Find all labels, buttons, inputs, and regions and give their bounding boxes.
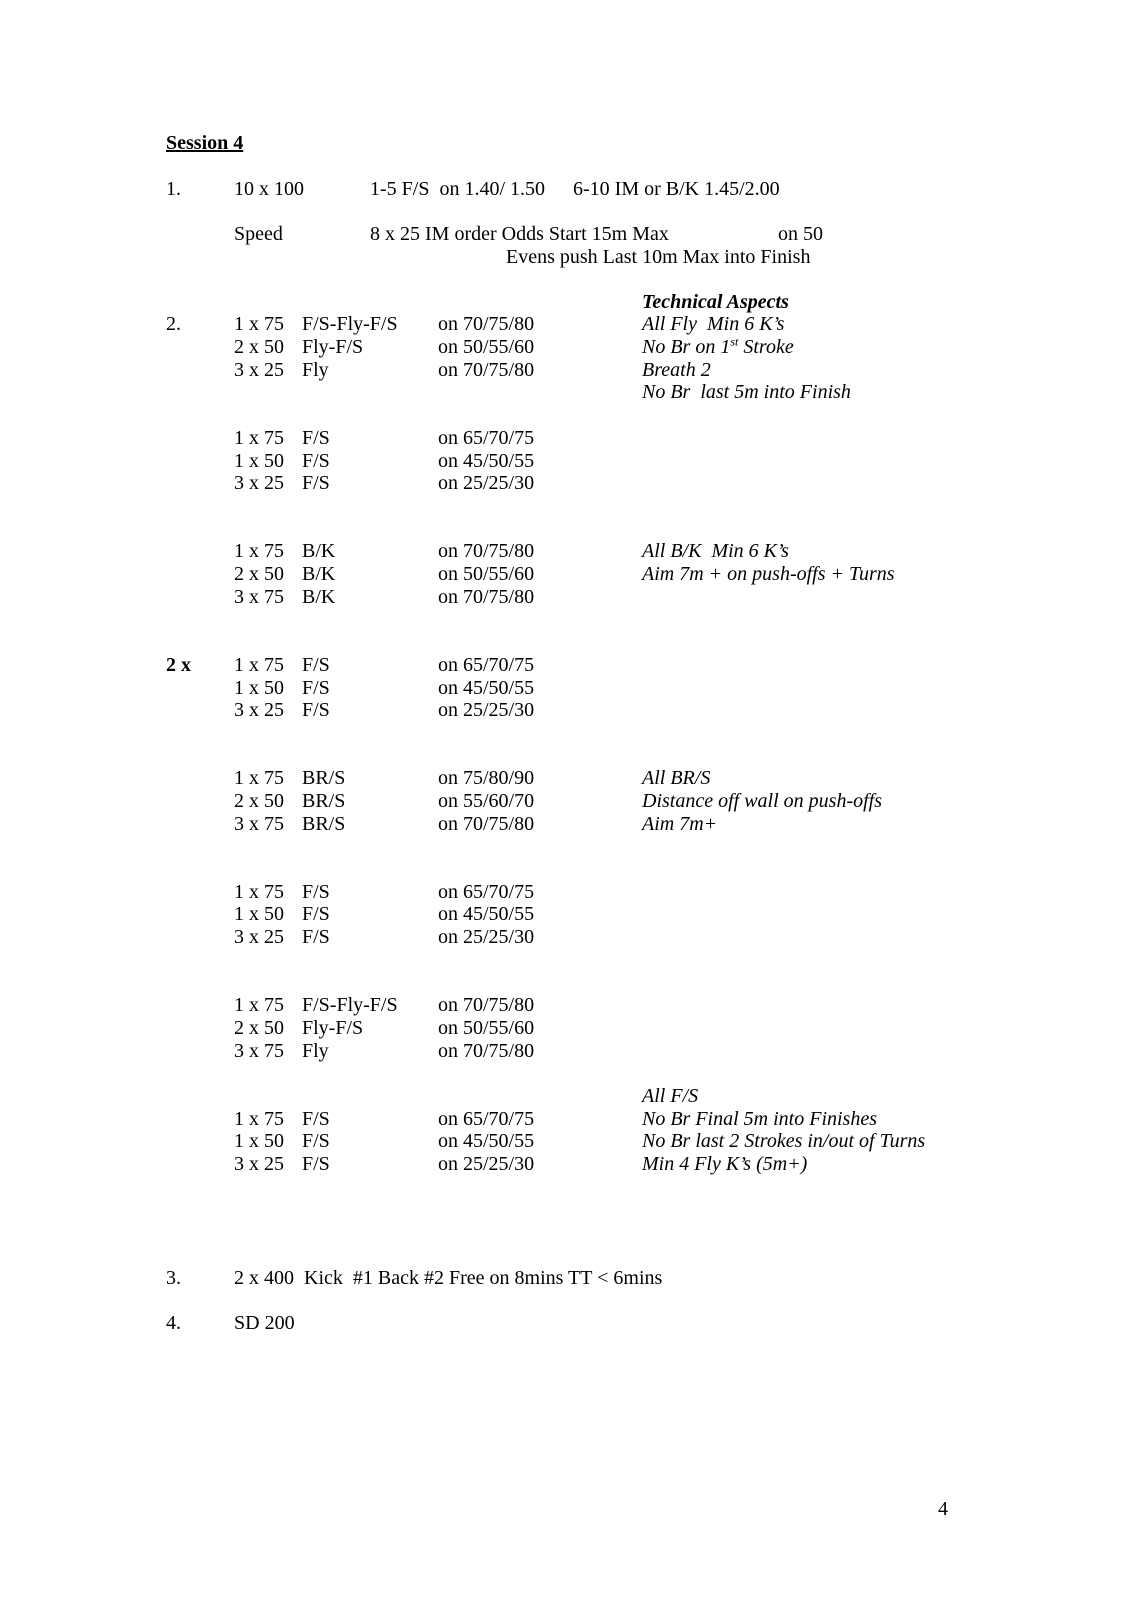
item-number: 2. <box>166 313 181 335</box>
set-interval: on 25/25/30 <box>438 1153 535 1175</box>
page-title: Session 4 <box>166 132 244 154</box>
item-number: 4. <box>166 1312 181 1334</box>
item-number: 1. <box>166 178 181 200</box>
set-interval: on 50/55/60 <box>438 336 535 358</box>
set-interval: on 45/50/55 <box>438 1130 535 1152</box>
set-stroke: B/K <box>302 540 336 562</box>
set-interval: on 70/75/80 <box>438 1040 535 1062</box>
set-count: 2 x 50 <box>234 790 284 812</box>
tech-note: Aim 7m+ <box>642 813 718 835</box>
tech-note: No Br Final 5m into Finishes <box>642 1108 877 1130</box>
set-interval: on 70/75/80 <box>438 359 535 381</box>
set-interval: on 45/50/55 <box>438 677 535 699</box>
tech-note: Aim 7m + on push-offs + Turns <box>642 563 895 585</box>
set-stroke: Fly-F/S <box>302 1017 364 1039</box>
set-count: 1 x 75 <box>234 1108 284 1130</box>
set-count: 1 x 75 <box>234 994 284 1016</box>
tech-note: All Fly Min 6 K’s <box>642 313 785 335</box>
speed-interval: on 50 <box>778 223 823 245</box>
set-interval: on 70/75/80 <box>438 813 535 835</box>
set-interval: on 70/75/80 <box>438 540 535 562</box>
set-interval: on 50/55/60 <box>438 1017 535 1039</box>
set-stroke: BR/S <box>302 813 346 835</box>
set-stroke: F/S-Fly-F/S <box>302 994 398 1016</box>
set-stroke: B/K <box>302 586 336 608</box>
set-count: 2 x 50 <box>234 336 284 358</box>
set-count: 1 x 50 <box>234 677 284 699</box>
set-stroke: Fly-F/S <box>302 336 364 358</box>
speed-detail-b: Evens push Last 10m Max into Finish <box>506 246 811 268</box>
tech-note: All BR/S <box>642 767 711 789</box>
set-stroke: F/S <box>302 903 330 925</box>
set-count: 1 x 50 <box>234 903 284 925</box>
set-stroke: BR/S <box>302 767 346 789</box>
set-stroke: F/S <box>302 450 330 472</box>
tech-note: Distance off wall on push-offs <box>642 790 882 812</box>
set-stroke: F/S <box>302 926 330 948</box>
set-interval: on 65/70/75 <box>438 427 535 449</box>
set-count: 3 x 75 <box>234 1040 284 1062</box>
set-stroke: F/S <box>302 472 330 494</box>
set-count: 3 x 75 <box>234 586 284 608</box>
set-stroke: F/S <box>302 677 330 699</box>
set-count: 2 x 50 <box>234 1017 284 1039</box>
set-count: 1 x 75 <box>234 767 284 789</box>
set-stroke: BR/S <box>302 790 346 812</box>
tech-note: No Br on 1st Stroke <box>642 334 794 358</box>
set-interval: on 50/55/60 <box>438 563 535 585</box>
set-interval: on 70/75/80 <box>438 313 535 335</box>
set-interval: on 25/25/30 <box>438 699 535 721</box>
set-interval: on 45/50/55 <box>438 450 535 472</box>
set-count: 1 x 50 <box>234 1130 284 1152</box>
repeat-label: 2 x <box>166 654 191 676</box>
set-stroke: F/S <box>302 654 330 676</box>
item4-text: SD 200 <box>234 1312 295 1334</box>
set-interval: on 70/75/80 <box>438 994 535 1016</box>
item-number: 3. <box>166 1267 181 1289</box>
set-count: 1 x 75 <box>234 313 284 335</box>
item1-detail-b: 6-10 IM or B/K 1.45/2.00 <box>573 178 780 200</box>
technical-aspects-heading: Technical Aspects <box>642 291 789 313</box>
set-count: 3 x 25 <box>234 472 284 494</box>
set-count: 1 x 75 <box>234 654 284 676</box>
set-stroke: Fly <box>302 1040 329 1062</box>
set-interval: on 25/25/30 <box>438 472 535 494</box>
set-count: 2 x 50 <box>234 563 284 585</box>
set-stroke: F/S <box>302 1153 330 1175</box>
set-count: 1 x 50 <box>234 450 284 472</box>
set-count: 1 x 75 <box>234 881 284 903</box>
set-count: 1 x 75 <box>234 540 284 562</box>
set-interval: on 65/70/75 <box>438 654 535 676</box>
set-stroke: F/S <box>302 427 330 449</box>
set-stroke: F/S <box>302 881 330 903</box>
set-count: 3 x 25 <box>234 1153 284 1175</box>
set-interval: on 45/50/55 <box>438 903 535 925</box>
set-interval: on 25/25/30 <box>438 926 535 948</box>
tech-note: Min 4 Fly K’s (5m+) <box>642 1153 808 1175</box>
set-interval: on 65/70/75 <box>438 1108 535 1130</box>
item1-main: 10 x 100 <box>234 178 304 200</box>
set-stroke: F/S <box>302 1130 330 1152</box>
set-count: 3 x 25 <box>234 359 284 381</box>
set-count: 1 x 75 <box>234 427 284 449</box>
speed-detail-a: 8 x 25 IM order Odds Start 15m Max <box>370 223 669 245</box>
tech-note: No Br last 5m into Finish <box>642 381 851 403</box>
set-stroke: F/S <box>302 699 330 721</box>
set-count: 3 x 25 <box>234 699 284 721</box>
set-interval: on 75/80/90 <box>438 767 535 789</box>
speed-label: Speed <box>234 223 283 245</box>
tech-note: Breath 2 <box>642 359 711 381</box>
item3-text: 2 x 400 Kick #1 Back #2 Free on 8mins TT < 6mins <box>234 1267 663 1289</box>
set-stroke: Fly <box>302 359 329 381</box>
set-interval: on 55/60/70 <box>438 790 535 812</box>
set-count: 3 x 25 <box>234 926 284 948</box>
page-number: 4 <box>938 1498 948 1520</box>
set-count: 3 x 75 <box>234 813 284 835</box>
set-stroke: F/S <box>302 1108 330 1130</box>
tech-note: All F/S <box>642 1085 699 1107</box>
set-interval: on 65/70/75 <box>438 881 535 903</box>
set-stroke: F/S-Fly-F/S <box>302 313 398 335</box>
set-interval: on 70/75/80 <box>438 586 535 608</box>
item1-detail-a: 1-5 F/S on 1.40/ 1.50 <box>370 178 546 200</box>
tech-note: No Br last 2 Strokes in/out of Turns <box>642 1130 926 1152</box>
set-stroke: B/K <box>302 563 336 585</box>
tech-note: All B/K Min 6 K’s <box>642 540 789 562</box>
